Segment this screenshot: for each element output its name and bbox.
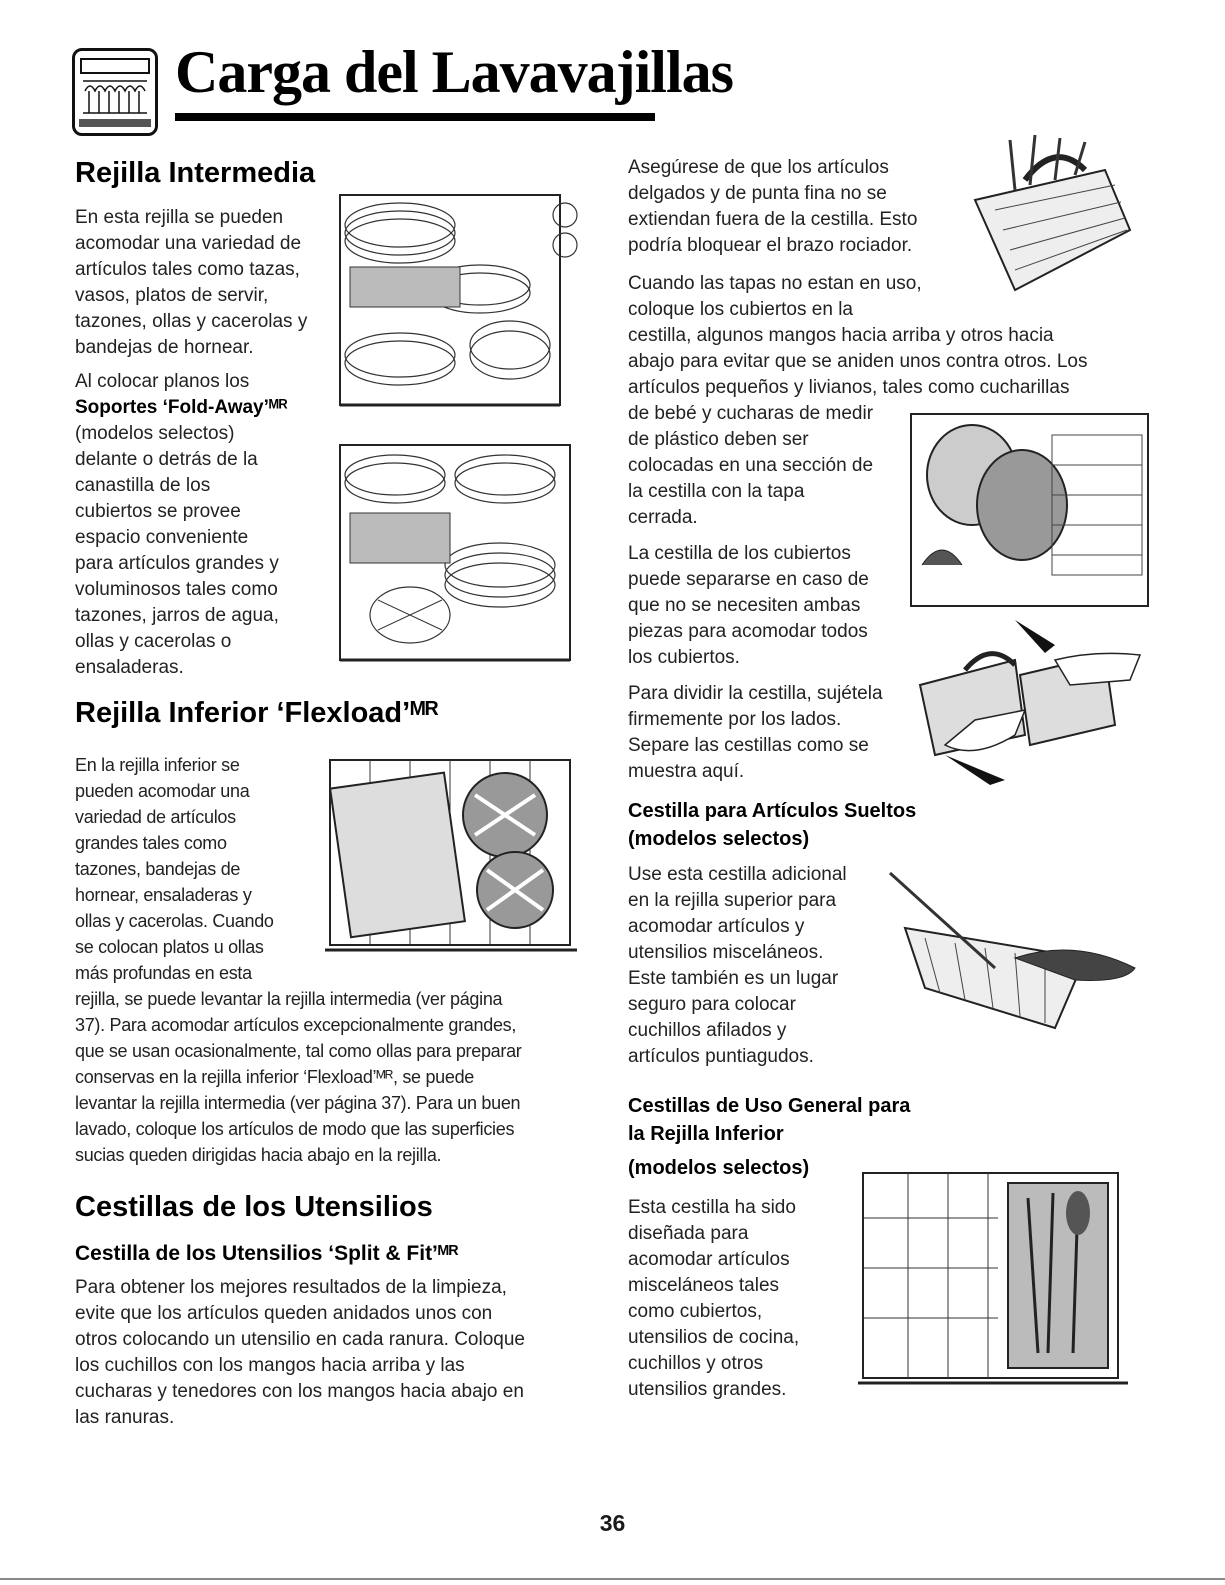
text-line: vasos, platos de servir, — [75, 285, 269, 306]
heading-uso-general-1: Cestillas de Uso General para — [628, 1095, 911, 1117]
text-line: voluminosos tales como — [75, 579, 278, 600]
text-line: colocadas en una sección de — [628, 455, 874, 476]
subheading-modelos-selectos: (modelos selectos) — [628, 828, 810, 850]
basket-lid-illustration — [910, 413, 1149, 607]
text-line: utensilios grandes. — [628, 1379, 787, 1400]
rejilla-inferior-text-short — [75, 752, 325, 986]
text-line: más profundas en esta — [75, 963, 252, 983]
text-line: extiendan fuera de la cestilla. Esto — [628, 209, 918, 230]
subheading-modelos-selectos: (modelos selectos) — [628, 1157, 810, 1179]
text-line: ollas y cacerolas. Cuando — [75, 911, 274, 931]
text-line: conservas en la rejilla inferior ‘Flexload’ᴹᴿ, se puede — [75, 1067, 475, 1087]
middle-rack-fold-away-illustration — [330, 435, 580, 670]
text-line: hornear, ensaladeras y — [75, 885, 252, 905]
text-line: cuchillos y otros — [628, 1353, 764, 1374]
text-line: cucharas y tenedores con los mangos hacia abajo en — [75, 1381, 524, 1402]
text-line: artículos puntiagudos. — [628, 1046, 814, 1067]
text-line: los cuchillos con los mangos hacia arriba y las — [75, 1355, 465, 1376]
text-line: las ranuras. — [75, 1407, 175, 1428]
text-line: Asegúrese de que los artículos — [628, 157, 889, 178]
text-line: acomodar artículos y — [628, 916, 805, 937]
heading-uso-general-2: la Rejilla Inferior — [628, 1123, 784, 1145]
uso-general-text — [628, 1195, 848, 1403]
loose-items-basket-illustration — [885, 868, 1145, 1043]
text-line: abajo para evitar que se aniden unos contra otros. Los — [628, 351, 1088, 372]
text-line: tazones, jarros de agua, — [75, 605, 279, 626]
subsection-split-fit — [75, 1240, 458, 1268]
text-line: Cuando las tapas no estan en uso, — [628, 273, 922, 294]
text-line: de bebé y cucharas de medir — [628, 403, 874, 424]
text-line: rejilla, se puede levantar la rejilla intermedia (ver página — [75, 989, 503, 1009]
text-line: tazones, bandejas de — [75, 859, 241, 879]
section-rejilla-inferior — [75, 696, 439, 730]
text-line: diseñada para — [628, 1223, 749, 1244]
text-line: canastilla de los — [75, 475, 211, 496]
lower-rack-illustration — [315, 745, 585, 970]
text-line: de plástico deben ser — [628, 429, 809, 450]
text-line: tazones, ollas y cacerolas y — [75, 311, 308, 332]
heading-split-fit: Cestilla de los Utensilios ‘Split & Fit’ᴹᴿ — [75, 1242, 459, 1265]
split-basket-illustration — [905, 615, 1145, 785]
text-line: levantar la rejilla intermedia (ver página 37). Para un buen — [75, 1093, 521, 1113]
text-line: otros colocando un utensilio en cada ranura. Coloque — [75, 1329, 525, 1350]
text-line: grandes tales como — [75, 833, 227, 853]
general-basket-illustration — [848, 1158, 1138, 1403]
right-text-p1 — [628, 155, 968, 259]
text-line: 37). Para acomodar artículos excepcionalmente grandes, — [75, 1015, 517, 1035]
text-line: seguro para colocar — [628, 994, 796, 1015]
text-line: utensilios misceláneos. — [628, 942, 824, 963]
heading-cestilla-sueltos: Cestilla para Artículos Sueltos — [628, 800, 917, 822]
text-line: coloque los cubiertos en la — [628, 299, 853, 320]
page-title: Carga del Lavavajillas — [175, 39, 733, 105]
text-line: muestra aquí. — [628, 761, 745, 782]
cestilla-sueltos-text — [628, 862, 878, 1070]
text-line: acomodar artículos — [628, 1249, 790, 1270]
text-line: Para obtener los mejores resultados de la limpieza, — [75, 1277, 507, 1298]
text-line: puede separarse en caso de — [628, 569, 869, 590]
text-line: misceláneos tales — [628, 1275, 780, 1296]
text-line: como cubiertos, — [628, 1301, 763, 1322]
section-cestillas-utensilios — [75, 1190, 433, 1224]
split-fit-text — [75, 1275, 595, 1431]
text-line: piezas para acomodar todos — [628, 621, 868, 642]
text-line: se colocan platos u ollas — [75, 937, 264, 957]
bold-term: Soportes ‘Fold-Away’ᴹᴿ — [75, 397, 288, 418]
text-line: utensilios de cocina, — [628, 1327, 800, 1348]
bottom-divider — [0, 1578, 1225, 1580]
text-line: acomodar una variedad de — [75, 233, 302, 254]
text-line: ensaladeras. — [75, 657, 184, 678]
text-line: en la rejilla superior para — [628, 890, 837, 911]
text-line: Use esta cestilla adicional — [628, 864, 847, 885]
text-line: artículos tales como tazas, — [75, 259, 300, 280]
text-line: que no se necesiten ambas — [628, 595, 861, 616]
text-line: Al colocar planos los — [75, 371, 250, 392]
text-line: la cestilla con la tapa — [628, 481, 805, 502]
text-line: podría bloquear el brazo rociador. — [628, 235, 913, 256]
text-line: ollas y cacerolas o — [75, 631, 232, 652]
page-number: 36 — [599, 1510, 626, 1536]
text-line: La cestilla de los cubiertos — [628, 543, 851, 564]
text-line: artículos pequeños y livianos, tales como cucharillas — [628, 377, 1070, 398]
text-line: bandejas de hornear. — [75, 337, 254, 358]
text-line: firmemente por los lados. — [628, 709, 842, 730]
text-line: (modelos selectos) — [75, 423, 235, 444]
text-line: Este también es un lugar — [628, 968, 839, 989]
text-line: Para dividir la cestilla, sujétela — [628, 683, 883, 704]
text-line: variedad de artículos — [75, 807, 236, 827]
title-underline — [175, 113, 655, 121]
text-line: que se usan ocasionalmente, tal como ollas para preparar — [75, 1041, 522, 1061]
text-line: espacio conveniente — [75, 527, 249, 548]
section-cestilla-sueltos — [628, 797, 916, 853]
text-line: delgados y de punta fina no se — [628, 183, 887, 204]
right-text-p2-short — [628, 271, 968, 323]
text-line: evite que los artículos queden anidados unos con — [75, 1303, 493, 1324]
text-line: lavado, coloque los artículos de modo que las superficies — [75, 1119, 515, 1139]
right-text-p3 — [628, 541, 908, 671]
right-text-p2-tail — [628, 401, 908, 531]
text-line: cuchillos afilados y — [628, 1020, 787, 1041]
right-text-p2-full — [628, 323, 1158, 401]
text-line: Esta cestilla ha sido — [628, 1197, 796, 1218]
heading-cestillas-utensilios: Cestillas de los Utensilios — [75, 1191, 433, 1223]
text-line: cestilla, algunos mangos hacia arriba y otros hacia — [628, 325, 1054, 346]
text-line: sucias queden dirigidas hacia abajo en la rejilla. — [75, 1145, 442, 1165]
text-line: cerrada. — [628, 507, 698, 528]
heading-rejilla-intermedia: Rejilla Intermedia — [75, 157, 316, 189]
rejilla-intermedia-text — [75, 205, 335, 681]
text-line: los cubiertos. — [628, 647, 740, 668]
text-line: Separe las cestillas como se — [628, 735, 869, 756]
text-line: delante o detrás de la — [75, 449, 258, 470]
text-line: para artículos grandes y — [75, 553, 279, 574]
heading-rejilla-inferior: Rejilla Inferior ‘Flexload’ᴹᴿ — [75, 697, 439, 729]
text-line: En esta rejilla se pueden — [75, 207, 284, 228]
text-line: En la rejilla inferior se — [75, 755, 240, 775]
silverware-basket-illustration — [955, 130, 1140, 305]
middle-rack-illustration — [330, 185, 590, 415]
dishwasher-icon — [72, 48, 158, 136]
section-rejilla-intermedia — [75, 156, 315, 190]
right-text-p4 — [628, 681, 918, 785]
text-line: cubiertos se provee — [75, 501, 241, 522]
rejilla-inferior-text-full — [75, 986, 595, 1168]
text-line: pueden acomodar una — [75, 781, 250, 801]
